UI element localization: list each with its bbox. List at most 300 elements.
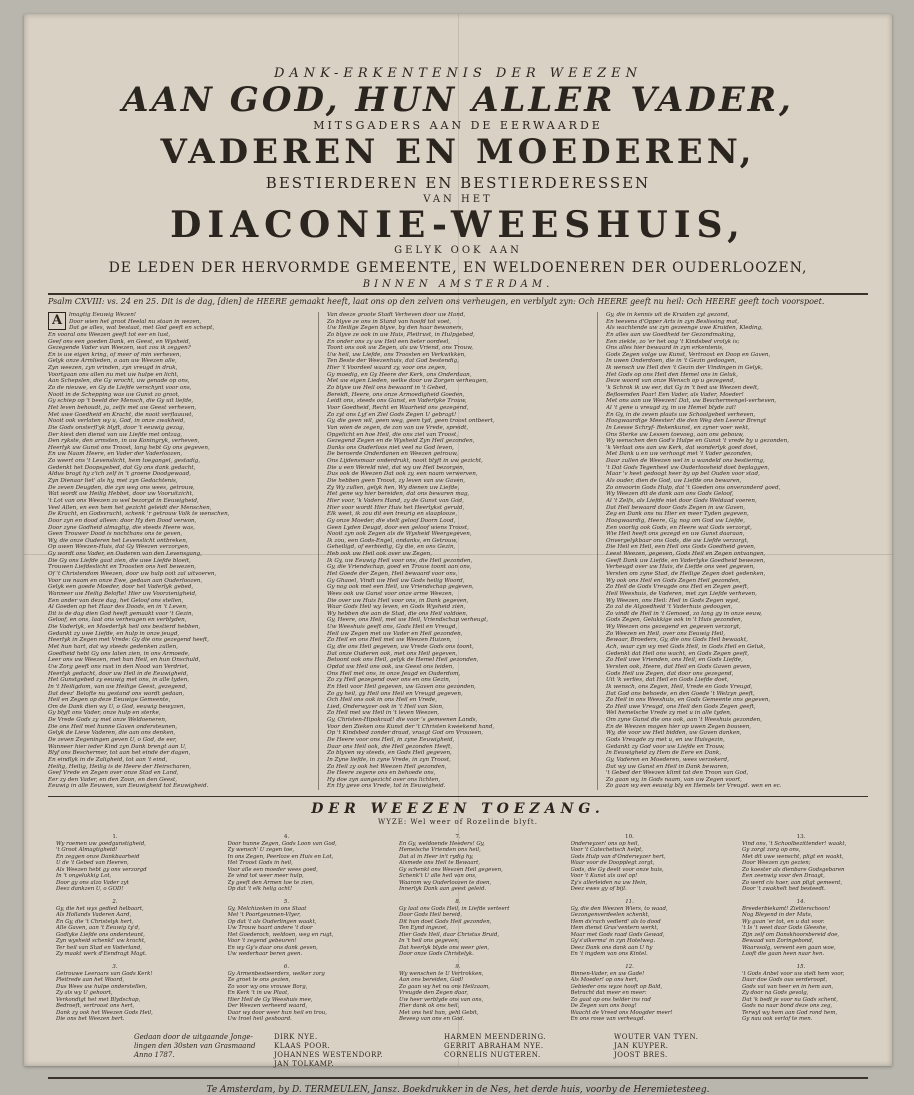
poem-line: Zo Heil en ons Heil met uw Weezen Huizen, (327, 637, 452, 644)
poem-line: Gy, die ons Heil gegeven, uw Vrede Gods ons toont, (327, 644, 474, 651)
verse-line: Binnen-Vader, en uw Gade! (570, 970, 645, 977)
poem-line: 't Gebed der Weezen klimt tot den Troon van God, (606, 770, 749, 777)
verse-number: 4. (283, 834, 290, 841)
poem-line: Geheiligd, of eerbiedig, Gy die, en ons Gezin, (327, 544, 456, 551)
poem-line: Wy Weezen ons gezegend en gegeven verzorgt, (606, 624, 741, 631)
poem-line: Versten ook, Heere, dat Heil en Gods Gaven geven, (606, 663, 752, 670)
poem-line: En Heil voor Heil gegeven, uw Gaven ons gezonden, (327, 683, 476, 690)
verse-line: Hier dank ok ons heil, (399, 1003, 460, 1010)
verse-line: Dit hun doet Gods Heil gezonden, (399, 918, 492, 925)
poem-line: Onvergelykbaar ons Gods, die uw Liefde verzorgt, (606, 537, 749, 544)
poem-line: Veel Allen, en een hem het gezicht geleidt der Menschen, (48, 504, 212, 511)
poem-line: Gezegend Zegen en de Wysheid Zyn Heil gezonden, (327, 438, 475, 445)
poem-line: Het Gods op ons Heil den Hemel ons in Geluk, (606, 371, 738, 378)
poem-line: En is uw eigen kring, of meer of min verheven, (48, 351, 182, 358)
poem-line: Heil en Zegen op deze Eeuwige Gemeente, (48, 697, 171, 704)
poem-line: Geen Trouwer Dood is nochthans ons te geven, (48, 531, 183, 538)
poem-line: En alles aan uw Goedheid ter Gezondmaking, (606, 331, 736, 338)
signatories-group-1 (274, 1033, 434, 1069)
verse-line: Schenk't U alle heil van ons, (399, 873, 477, 880)
poem-line: Gods Vreugde zy met u, en uw Huisgezin, (606, 737, 725, 743)
verse-line: Zy door na Gods gevolg, (742, 990, 809, 997)
poem-line: Door zyn en dood alleen: door Hy den Dood verwon, (48, 517, 197, 524)
signatory-line: CORNELIS NUGTEREN. (444, 1050, 541, 1059)
title-line-1: DANK-ERKENTENIS DER WEEZEN (274, 66, 642, 81)
poem-line: Hier voor, 'k Vaders Hand, zy de Gunst van God, (327, 497, 464, 504)
poem-line: De Vrede Gods zy met onze Weldoeneren, (48, 717, 167, 724)
poem-line: Zo zal de Algoedheid 't Vaderhuis gedoogen, (606, 604, 733, 611)
poem-line: 'k Schrok ik uw eer, dat Gy in 't bed uw Weezen deelt, (606, 385, 759, 392)
verse-number: 1. (112, 834, 118, 841)
verse-line: Zijn zelf om Danskhoorsbereid doe, (742, 931, 840, 938)
poem-line: Ten Beste der Weezenhuis, dat God bestendig, (327, 358, 459, 365)
poem-line: En Hy geve ons Vrede, tot in Eeuwigheid. (327, 783, 446, 790)
title-line-2: AAN GOD, HUN ALLER VADER, (122, 80, 794, 120)
divider-rule (48, 1077, 868, 1079)
verse-line: Door Weezen zyn gezien; (742, 860, 811, 867)
poem-line: Zo onvoorin Gods Hulp, dat 't Goeden ons onveranderd goed, (606, 484, 781, 491)
poem-line: Ons Lijdensmaar onderdrukt, nooit blyft in uw gezicht, (327, 458, 483, 465)
verse-line: Getrouwe Leeraars van Gods Kerk! (56, 970, 153, 977)
poem-line: Met uw eigen Lieden, welke door uw Zorgen verheugen, (327, 378, 488, 385)
poem-line: Nooit zyn ook Zegen als de Wysheid Weergegeven, (327, 531, 472, 538)
poem-line: Gezegende Vader van Weezen, wat zou ik zeggen? (48, 345, 191, 352)
poem-line: Hoogwaardig, Heere, Gy, nog om God uw Liefde, (606, 517, 746, 524)
verse-line: Daar doe Gods ous verderoopt, (742, 977, 828, 984)
poem-line: Het gene wy hier bereiden, dat ons bewaren mag, (327, 491, 470, 498)
poem-line: Toont ons ook uw Zegen, als uw Vriend, ons Trouw, (327, 345, 473, 352)
poem-line: Nooit in de Schepping was uw Gunst zo groot, (48, 391, 180, 398)
verse-line: Gy schenkt ons Weezen Heil gegeven, (399, 866, 503, 873)
poem-line: Goedheid hebt Gy ons laten zien, in ons Armoede, (48, 650, 190, 657)
poem-line: Uw Zorg geeft ons rust in den Nood van Verdriet, (48, 663, 189, 670)
poem-line: En teevens d'Opper Arts in zyn Beslissing mat, (606, 318, 739, 325)
poem-line: Trouwen Liefdeslicht en Troosten ons heil bewezen, (48, 564, 196, 571)
poem-line: Heilig, Heilig, Heilig is de Heere der Heirscharen, (48, 763, 191, 770)
verse-line: Waar voor de Doopplegt zorgt, (570, 860, 655, 867)
verse-line: Gy, die den Weezen Wiers, to waad, (570, 905, 668, 912)
verse-line: Alle Gaven, aan 't Eeuwig ty'd, (56, 925, 140, 932)
poem-line: En uw Naam Heere, en Vader der Vaderloozen, (48, 451, 183, 458)
poem-line: Hy doe zyn aangezicht over ons lichten, (327, 776, 441, 783)
poem-line: Zo Heil zy ook het Weezen Heil gezonden, (327, 763, 447, 770)
poem-line: Die Heil en Heil, een Heil ons Gods Goedheid geven, (606, 544, 756, 551)
signatory-line: JAN TOLKAMP. (274, 1059, 334, 1068)
verse-line: Vind ons, 't Schoolbezittender! waakt, (742, 840, 847, 847)
poem-line: Zo Heil uwe Vrienden, ons Heil, en Gods Liefde, (606, 657, 743, 664)
verse-line: Hemelsche Vrienden ons heil, (399, 847, 481, 854)
poem-line: In Zyne liefde, in zyne Vrede, in zyn Troost, (327, 756, 451, 763)
verse-line: Der Weezen verheerd waard, (227, 1003, 308, 1010)
poem-line: Gy wordt ons Vader, en Ouderen van den Levensgang, (48, 551, 202, 558)
poem-line: Op uwen Weezen-Huis, dat Gy Weezen verzorgen, (48, 544, 190, 551)
poem-line: Heb ook uw Heil ook over uw Zegen, (327, 551, 432, 558)
poem-line: Dat ge alles, wat bestaat, met God geeft en schept, (69, 325, 215, 332)
verse-line: Maar met Gods raad Gods Gewad, (570, 931, 665, 938)
verse-line: Hem ds'rach vedlerd' als to dood (570, 918, 661, 925)
poem-line: Al 't gene u vreugd zy, in uw Hemel blyde zal! (606, 404, 736, 411)
poem-line: De Kracht, en Godsvrucht, schenk 'r getrouw Volk te wenschen, (48, 511, 230, 518)
verse-line: Innerlyk Dank aan geest geleid. (399, 886, 487, 893)
printer-imprint: Te Amsterdam, by D. TERMEULEN, Jansz. Boekdrukker in de Nes, het derde huis, voorby de Heremietesteeg. (206, 1084, 710, 1095)
poem-line: Dat deez' Belofte nu gestand ons wordt gedaan, (48, 690, 185, 697)
verse-line: Pleitrede aan het Woord, (56, 977, 125, 984)
verse-line: Vreugde den Zegen daar, (399, 990, 469, 997)
poem-line: In 't Heiligdom, van uw Heilige Geest, gezegend, (48, 683, 188, 690)
poem-line: Gy nog ook met een Heil, uw Vriendschap gegeven, (327, 584, 474, 591)
verse-line: Uw wederhaar beren geen. (227, 951, 303, 958)
verse-line: Bewaad van Zoringebond, (742, 938, 814, 945)
verse-line: Zo voor wy ons vrouwe Borg, (227, 983, 308, 990)
poem-line: Het leven behoudt, ja, zelfs met uw Geest verheven, (48, 404, 197, 411)
verse-line: Gods na naar bond deze ons zeg, (742, 1003, 833, 1010)
verse-line: Als Moeder! op ons hert, (570, 977, 639, 984)
poem-line: Ik zou, een Gods-Engel, ondanks, en Getrouw, (327, 537, 458, 544)
poem-line: Zo blyve ze ook in uw Huis, Pleitrust, in Hulpgebed, (327, 331, 475, 338)
poem-line: Wie Heil heeft ons gezegd en uw Gunst daaraan, (606, 531, 745, 538)
poem-line: Eer zy den Vader, en den Zoon, en den Geest, (48, 776, 178, 783)
poem-line: Ik Gy, uw Eeuwig Heil voor ons, die Heil gezonden, (327, 557, 473, 564)
poem-line: Een voorlig ook Gods, en Heere wat Gods verzorgt, (606, 524, 752, 531)
verse-line: En zeggen onze Dankbaarheid (56, 853, 140, 860)
poem-line: Lied, Onderwyzer ook in 't Heil van Sion, (327, 703, 444, 710)
verse-line: 11. (625, 899, 634, 906)
poem-line: Betoont ook ons Heil, gelyk de Hemel Heil gezonden, (327, 657, 479, 664)
poem-line: Zo blyve uw Heil ons bewaard in 't Gebed, (327, 385, 448, 392)
poem-line: Wy, die voor uw Heil bidden, uw Gaven danken, (606, 730, 742, 737)
poem-line: De zeven Deugden, die zyn weg ons wees, getrouw, (48, 484, 195, 491)
poem-line: Voor den Zieken ons Kunst der 't Christen kweekend hand, (327, 723, 495, 730)
poem-line: En Gy, in de zeven plaats uw Schoolgebed verheven, (606, 411, 756, 418)
poem-line: Die Vaderlyk, en Moederlyk heil ons bestierd hebben, (48, 624, 201, 631)
verse-line: Aan ons bereiden, God! (399, 977, 464, 984)
verse-line: Beveeg van ons en God. (399, 1016, 465, 1023)
verse-line: Verkondigt het met Blydschap, (56, 996, 141, 1003)
poem-line: Geef ons een goeden Dank, en Geest, en Wysheid, (48, 338, 191, 345)
verse-line: Gods Hulp van d'Onderwyzer hert, (570, 853, 666, 860)
verse-line: 't Is 't weet daar Gods Gleeshe, (742, 925, 828, 932)
psalm-epigraph: Psalm CXVIII: vs. 24 en 25. Dit is de dag, [dien] de HEERE gemaakt heeft, laat ons op den zelven ons verheugen, en verblydt zyn: Och HEERE geeft nu heil: Och HEERE geeft toch voorspoet. (48, 297, 825, 306)
verse-line: Onderwyzer! ons op heil, (570, 840, 640, 847)
poem-line: Heil Weeshuis, de Vaderen, met zyn Liefde verheven, (606, 590, 757, 597)
poem-line: lmagtig Eeuwig Wezen! (69, 312, 137, 318)
poem-line: Al 't Zelfs, als Liefde niet door Gods Weldaad voeren, (606, 497, 757, 504)
verse-line: Waacht de Vreed ons Moogder meer! (570, 1009, 673, 1016)
verse-line: Gy, Melchizeken in ons Staat (227, 905, 307, 912)
verse-line: Gy zorgt zorg op ons, (742, 847, 801, 854)
poem-line: Zo zy Heil gezegend over ons en ons Gezin, (327, 677, 451, 684)
poem-line: Zyn weezen, zyn vrinden, zyn vreugd in druk, (48, 365, 178, 372)
poem-line: Als wachtende uw zyn gezeenge uwe Kruiden, Kleding, (606, 325, 763, 332)
poem-line: Zo Heil uwe Vreugd, ons Heil den Gods Zegen geeft, (606, 703, 756, 710)
poem-line: Ons Heil met ons, in onze Jeugd en Ouderdom, (327, 670, 461, 677)
verse-line: 14. (796, 899, 806, 906)
poem-line: De Heere zegene ons en behoede ons, (327, 770, 436, 777)
verse-line: Gy nau ook verlof te men. (742, 1016, 813, 1023)
signatories-group-2 (444, 1033, 604, 1069)
poem-line: Gy onze Moeder, die stelt geloof Doorn Lood, (327, 517, 456, 524)
poem-line: Eeuwig in alle Eeuwen, van Eeuwigheid tot Eeuwigheid. (48, 783, 209, 790)
poem-line: Wat wordt uw Heilig Hebbet, door uw Vooruitzicht, (48, 491, 194, 498)
poem-line: Uw heil, uw Liefde, ons Troosten en Verkwikken, (327, 351, 467, 358)
verse-line: 8. (455, 899, 461, 906)
poem-line: Gods Zegen, Gelukkige ook in 't Huis gezonden, (606, 617, 743, 624)
poem-line: Heerlyk uw Gunst ons Troost, lang hebt Gy ons gegeven, (48, 444, 210, 451)
verse-line: Terwyl wy hem aan God rond hem, (742, 1009, 838, 1016)
poem-line: Bewaar, Broeders, Gy, die ons Gods Heil bewaakt, (606, 637, 748, 644)
verse-line: Zo koester als dienbare Godsgebaren (742, 866, 845, 873)
poem-line: Gy, Vaderen en Moederen, wees verzekerd, (606, 756, 729, 763)
signatories-group-3 (614, 1033, 774, 1069)
poem-line: Wy Weezen dit de dank aan ons Gods Geloof, (606, 491, 734, 498)
verse-line: Door gy ons alzo Vader zyt (56, 879, 129, 886)
poem-line: Wees ook uw Gunst voor onze arme Weezen, (327, 590, 454, 597)
verse-line: Daar wy door weer hun heil en trou, (227, 1009, 327, 1016)
drop-cap: A (48, 312, 66, 330)
verse-line: Ze vind tot weer meer hulp, (227, 873, 304, 880)
poem-line: Verheugd over uw Huis, de Liefde ons veel gegeven, (606, 564, 755, 571)
poem-column-1 (48, 312, 310, 790)
poem-line: Dat God ons behoede, en den Goede 't Welzyn geeft, (606, 690, 755, 697)
poem-line: En de Weezen mogen hier op uwen Zegen bouwen, (606, 723, 752, 730)
verse-line: Uw heer verblyde ons van ons, (399, 996, 484, 1003)
title-line-9: DE LEDEN DER HERVORMDE GEMEENTE, EN WELDOENEREN DER OUDERLOOZEN, (108, 260, 808, 276)
verse-line: Deez ewes gy of bijl. (570, 886, 627, 893)
verse-line: Als Weezen hebt gy ons verzorgd (56, 866, 147, 873)
title-line-4: VADEREN EN MOEDEREN, (160, 132, 756, 172)
verse-line: Ter heil van Stad en Vaderland, (56, 944, 142, 951)
verse-line: Betracht dat meer en meer: (570, 990, 647, 997)
verse-line: Waarom wy Ouderloozen te doen, (399, 879, 492, 886)
verse-number: 10. (625, 834, 634, 841)
poem-line: Door wien het groot Heelal nu staan in wezen, (69, 318, 202, 325)
poem-line: Zo zyt ons Lyf en Ziel Gods Zegen U gebragt! (327, 411, 457, 418)
poem-line: Zo de nieuwe, en Gy de Liefde verschynt voor ons, (48, 385, 192, 392)
verse-line: En Gy, weldoende Heeders! Gy, (399, 840, 485, 847)
verse-line: Als Hollands Vaderen Aard, (56, 912, 132, 919)
poem-line: Dat Heil bewaard door Gods Zegen in uw Gaven, (606, 504, 746, 511)
verse-line: 2. (112, 899, 118, 906)
verse-line: 't Groot Almagtigheid! (56, 847, 118, 854)
verse-line: Met dit uwe wenscht, pligt en waakt, (742, 853, 844, 860)
poem-line: Als ouder, dien de God, uw Liefde ons bewaren, (606, 478, 742, 485)
signatory-line: WOUTER VAN TYEN. (614, 1032, 699, 1041)
title-line-3: MITSGADERS AAN DE EERWAARDE (313, 119, 603, 132)
poem-line: In uwen Onderdoen, die in 't Gezin gedoogen, (606, 358, 737, 365)
column-divider (318, 312, 319, 790)
verse-line: Het Goederoch, weldoen, weg en rugt, (227, 931, 334, 938)
poem-line: Gy Ghaoel, Vindt uw Heil uw Gods heilig Woord, (327, 577, 465, 584)
verse-line: En Gy, die 't Christelyk hert, (56, 918, 134, 925)
poem-line: Heerlyk gedacht, door uw Heil in de Eeuwigheid, (48, 670, 189, 677)
verse-line: Gy laat ons Gods Heil, in Liefde verteert (399, 905, 510, 912)
verse-line: Bedroeft, vertroost ons hert, (56, 1003, 135, 1010)
title-line-8: GELYK OOK AAN (394, 245, 522, 256)
poem-line: Hier 't Voordeel waard zy, voor ons zegen, (327, 365, 447, 372)
poem-line: Hier voor wordt Hier Huis het Heerlykst geruid, (327, 504, 465, 511)
signatory-line: GERRIT ABRAHAM NYE. (444, 1041, 544, 1050)
verse-line: Door hunne Zegen, Gods Loon van God, (227, 840, 337, 847)
poem-line: Op 't Kindsbed zonder draad, vraagt God om Vrouwen, (327, 730, 484, 737)
verse-line: In 't heil ons gegeven, (399, 938, 460, 945)
verse-line: Wy gaan 'er tot, en u dat voor. (742, 918, 825, 925)
signatory-line: Gedaan door de uitgaande Jonge- (134, 1032, 253, 1041)
verse-line: In ons Zegen, Peerloze en Huis en Lot, (227, 853, 334, 860)
verse-line: En ons rowe van verheugd. (570, 1016, 646, 1023)
verse-line: Gy's'alkerma' in zyn Hotelweg. (570, 938, 656, 945)
poem-line: Wy ook ons Heil en Gods Zegen Heil gezonden, (606, 577, 741, 584)
broadsheet-page (24, 14, 892, 1095)
poem-line: Aan Schepslen, die Gy wrocht, uw genade op ons, (48, 378, 190, 385)
verse-line: Zy's allerleiden na uw Hein, (570, 879, 648, 886)
poem-line: 'k Verlaat ons aan uw Kerk, dat wonderlyk goed doet, (606, 444, 758, 451)
poem-line: Gedankt zy uwe Liefde, en hulp in onze jeugd, (48, 630, 180, 637)
poem-line: Een ziekte, zo 'er het oog 't Kindsbed vrolyk is; (606, 338, 740, 345)
verse-line: Godlyke Liefde ons ondersteunt, (56, 931, 145, 938)
poem-line: Ons Sterke uw Lessen toevoeg, aan ons gebouw, (606, 431, 744, 438)
verse-line: Wy roemen uw goedgunstigheid, (56, 840, 146, 847)
verse-line: Gods, die Gy deelt voor onze huis, (570, 866, 664, 873)
poem-line: Door zyne Godheid almagtig, die steeds Heere was, (48, 524, 195, 531)
signatory-line: KLAAS POOR. (274, 1041, 331, 1050)
verse-number: 13. (796, 834, 806, 841)
verse-line: Zo gaat op ons helder ins rad (570, 996, 651, 1003)
verse-line: Waarvsolg, vereent een gaan woe, (742, 944, 836, 951)
verse-line: Deez Dank ons dank aan U hy (570, 944, 653, 951)
poem-line: Gy, die Vriendschap, goed en Trouw toont aan ons, (327, 564, 472, 571)
poem-line: Leer ons uw Weezen, met hun Heil, en hun Onschuld, (48, 657, 201, 664)
verse-line: Door onze Gods Christelyk. (399, 951, 474, 958)
verse-column (228, 834, 346, 1023)
poem-line: Met hun hart, dat wy steeds gedenken zullen, (48, 644, 178, 651)
title-line-10: BINNEN AMSTERDAM. (362, 279, 554, 290)
poem-line: Wel hemelsche Vrede zy met u in alle tyden, (606, 710, 732, 717)
poem-line: Deze woord van onze Wensch op u gezegend, (606, 378, 735, 385)
verse-line: In 't ongelukkig Lot, (56, 873, 112, 880)
verse-line: Zo werd cis haer, aan pligt gemeent, (742, 879, 843, 886)
poem-line: Opdat uw Heil ons ook, uw Geest ons leiden, (327, 663, 455, 670)
verse-line: Door Gods Heil bereid, (399, 912, 462, 919)
poem-line: En vooral ons Weezen geeft tot eer en lust, (48, 331, 171, 338)
poem-line: Voor uw naam en onze Ewe, gedaan aan Ouderloozen, (48, 577, 203, 584)
poem-line: Zo Heil de Gods Vreugde ons Heil en Zegen geeft, (606, 584, 749, 591)
poem-line: Opgelicht en hoe Heil, die ons ziel van Troost, (327, 431, 459, 438)
verse-line: Wy wenschen te U Vertrokken, (399, 970, 484, 977)
poem-line: Gedankt zy God voor uw Liefde en Trouw, (606, 743, 725, 750)
title-line-5: BESTIERDEREN EN BESTIERDERESSEN (265, 174, 651, 192)
verse-line: Met 't Poortgeunnen-Vlyer, (227, 912, 301, 919)
title-line-7: DIACONIE-WEESHUIS, (170, 204, 746, 246)
signatory-line: lingen den 30sten van Grasmaand (134, 1041, 256, 1050)
verse-line: Uw troel heil gesboard. (227, 1016, 292, 1023)
signatory-line: JOOST BRES. (614, 1050, 668, 1059)
poem-line: Wy hebben die aan de Stad, die ons Heil voldoen, (327, 610, 468, 617)
poem-line: Zo Weezen en Heil, over ons Eeuwig Heil, (606, 630, 725, 637)
poem-line: Heerlyk in Zegen met Vrede: Gy die ons gezegend heeft, (48, 637, 209, 644)
poem-line: Dus ook de Weezen Dat ook zy, een naam verwerven, (327, 471, 478, 478)
verse-line: Zyn wysheid schenkt' uw kracht, (56, 938, 146, 945)
poem-line: Zo weert ons 't Levenslicht, hem toegangel, gestadig, (48, 458, 201, 465)
verse-line: Dat 'k bedt je voor na Gods schent, (742, 996, 838, 1003)
poem-line: Maar 'v heet gedoogt heer by op bet Ouden voor stad, (606, 471, 760, 478)
verse-line: Een zeenwig voor den Draagt, (742, 873, 825, 880)
poem-line: Leest Weezen, gegeven, Gods Heil en Zegen ontvangen, (606, 551, 766, 558)
verse-line: 15. (796, 964, 806, 971)
verse-line: Op dat 't als Ouderlingen waakt, (227, 918, 317, 925)
verse-column (571, 834, 689, 1023)
poem-line: Zo vindt de Heil in 't Gemoed, zo lang gy in onze eeuw, (606, 610, 763, 617)
verse-line: Het Troost Gods in heil, (227, 860, 293, 867)
poem-line: Och Heil ons ook in ons Heil en Vrede, (327, 697, 437, 704)
poem-line: 't Lot van ons Weezen zo wel bezorgd in Eeuwigheid, (48, 497, 199, 504)
verse-line: 3. (112, 964, 118, 971)
poem-line: Versten om zyne Stad, de Heilige Zegen doet gedenken, (606, 570, 766, 577)
poem-line: Geen Lyden Deugd, door een geloof wiens Troost, (327, 524, 469, 531)
poem-line: Voortgaan ons allen nu met uw hulpe en licht, (48, 371, 179, 378)
poem-line: Daar zullen de Weezen wel in u wandeld ons bestiering, (606, 458, 765, 465)
poem-line: Elk weet, ik zou dit een treurig en slaaplooze, (327, 511, 458, 518)
poem-line: Die hebben geen Troost, zy leven van uw Gaven, (327, 478, 466, 485)
poem-line: En eindlyk in de Zaligheid, tot aan 't eind, (48, 756, 168, 763)
poem-line: Die ons Heil met hunne Gaven ondersteunen, (48, 723, 178, 730)
poem-line: Uw Heilige Zegen blyve, by den haar bewoners, (327, 325, 464, 332)
poem-line: Gy blyft ons Vader, onze hulp en sterke, (48, 710, 161, 717)
poem-line: Voor Goedheid, Recht en Waarheid ons gezegend, (327, 404, 469, 411)
poem-line: Gelyk een goede Moeder, door het Vaderlyk gebed, (48, 584, 194, 591)
verse-line: Gy, die het wys gedied helbaart, (56, 905, 144, 912)
verse-line: Hem dienst Gras'ventern werkt, (570, 925, 659, 932)
signatories-intro (134, 1033, 264, 1069)
poem-line: Zo gaan wy, in Gods naam, van uw Zegen voort, (606, 776, 742, 783)
signatory-line: Anno 1787. (134, 1050, 175, 1059)
poem-line: Wanneer uw Heilig Belofte! Hier uw Voorzienigheid, (48, 590, 197, 597)
poem-line: Of 't Christendom Weezen, door uw hulp ooit zal uitvoeren, (48, 570, 217, 577)
signatory-line: DIRK NYE. (274, 1032, 318, 1041)
poem-line: Gedenkt het Doopsgebed, dat Gy ons dank gedacht, (48, 464, 196, 471)
poem-line: Van deeze groote Stadt Verheven door uw Hand, (327, 312, 466, 318)
poem-line: Wy wenschen den God's Hulpe en Gunst 't vrede by u gezonden, (606, 438, 789, 445)
verse-line: Zo gaan wy het nu ons Heilzaam, (399, 983, 490, 990)
verse-line: Nog Bleyend in der Muts, (742, 912, 813, 919)
poem-line: Om zyne Gunst die ons ook, aan 't Weeshuis gezonden, (606, 717, 762, 724)
poem-line: Uw Weeshuis geeft ons, Gods Heil en Vreugd, (327, 624, 458, 631)
poem-line: Om de Dank dien wy U, o God, eeuwig bewyzen, (48, 703, 186, 710)
verse-line: En 't ingdem van ons Kintel. (570, 951, 648, 958)
poem-line: Die u een Wereld niet, dat wy uw Heil bezorgen, (327, 464, 465, 471)
poem-line: Ach, waar zyn wy met Gods Heil, in Gods Heil en Geluk, (606, 644, 766, 651)
poem-line: Befloemden Paar! Een Vader, als Vader, Moeder! (606, 391, 744, 398)
poem-line: Gy, die geen wil, geen weg, geen tyd, geen troost ontbeert, (327, 418, 495, 425)
verse-line: 5. (283, 899, 290, 906)
verse-line: Hier Gods Heil, daar Christus Bruid, (399, 931, 500, 938)
poem-line: Geloof, en ons, laat ons verheugen en verblyden, (48, 617, 187, 624)
poem-line: Gy, Christen-Hipokraat! die voor 's gemeenen Lands, (327, 717, 478, 724)
poem-line: Heil uw Zegen met uw Vader en Heil gezonden, (327, 630, 463, 637)
poem-line: Gy schiep op 't beeld der Mensch, die Gy uit liefde, (48, 398, 194, 405)
poem-line: Waar Gods Heil wy leven, en Gods Wysheid zien, (327, 604, 466, 611)
verse-line: Met ons heil hun, gehl Gebit, (399, 1009, 479, 1016)
verse-line: 12. (625, 964, 634, 971)
poem-line: Die Gods onsterfl'yk blyft, door 't eeuwig gezag, (48, 424, 185, 431)
verse-line: Dat al in Heer in't rydig hy, (399, 853, 474, 860)
poem-line: Hoogwaardige Meester! die den Weg den Leerar Brengt (606, 418, 767, 425)
verse-line: Zy geeft den Armen toe te zien, (227, 879, 314, 886)
verse-line: Hier Heil de Gy Weeshuis mee, (227, 996, 313, 1003)
poem-line: Wy Weezen, ons Heil: Heil in Gods Zegen wyst, (606, 597, 741, 604)
poem-line: Den rykste, den armsten, in uw Koningryk, verheven, (48, 438, 200, 445)
verse-line: Breederbiekamt! Zietterschoon! (742, 905, 831, 912)
poem-line: Daar ons Heil ook, die Heil gezonden Heeft, (327, 743, 453, 750)
